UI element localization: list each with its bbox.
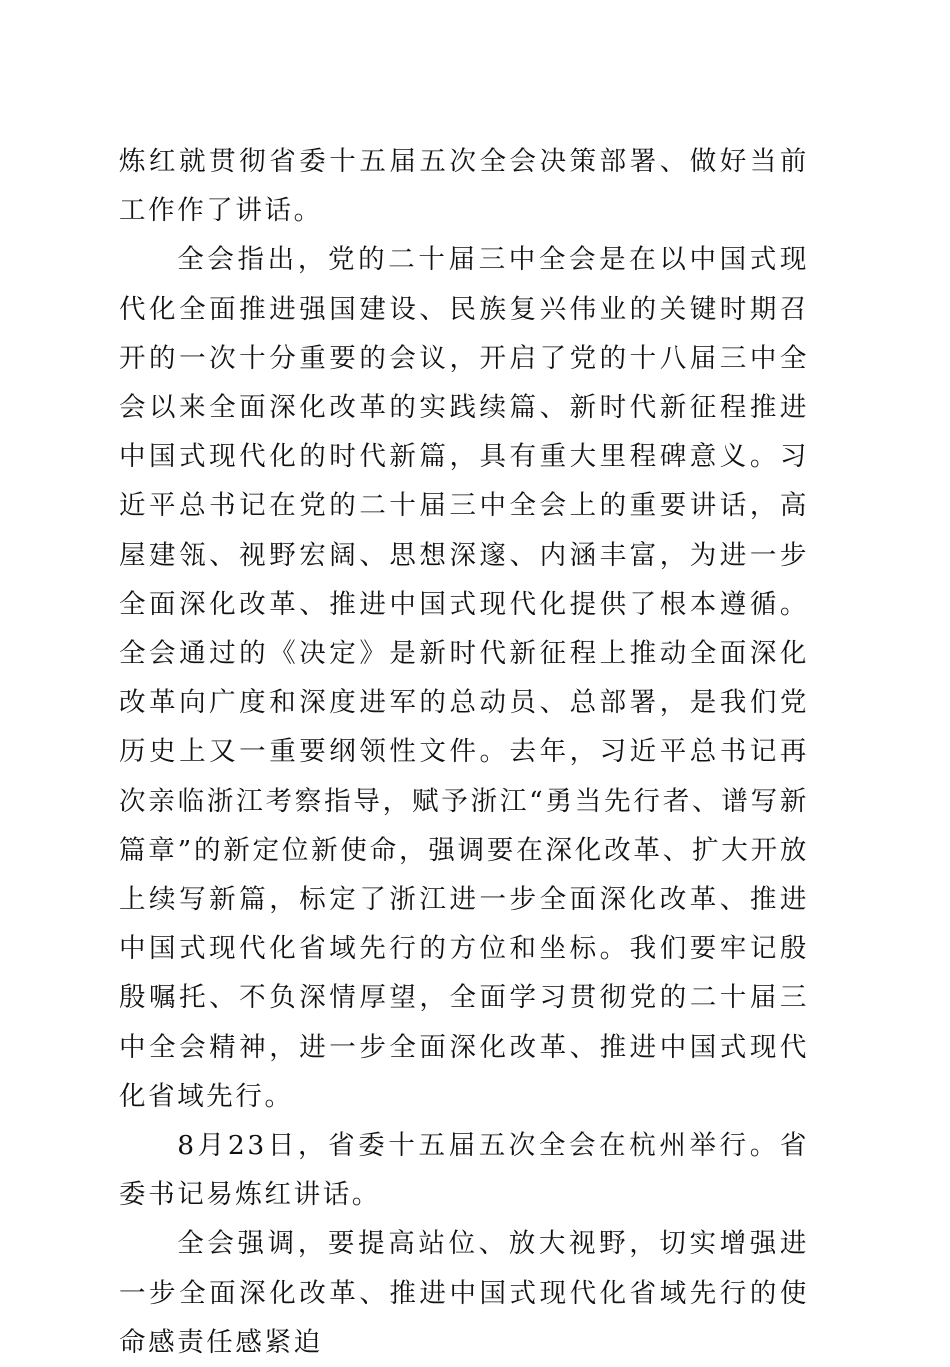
document-body	[119, 137, 809, 1367]
paragraph: 全会指出，党的二十届三中全会是在以中国式现代化全面推进强国建设、民族复兴伟业的关键时期召开的一次十分重要的会议，开启了党的十八届三中全会以来全面深化改革的实践续篇、新时代新征程推进中国式现代化的时代新篇，具有重大里程碑意义。习近平总书记在党的二十届三中全会上的重要讲话，高屋建瓴、视野宏阔、思想深邃、内涵丰富，为进一步全面深化改革、推进中国式现代化提供了根本遵循。全会通过的《决定》是新时代新征程上推动全面深化改革向广度和深度进军的总动员、总部署，是我们党历史上又一重要纲领性文件。去年，习近平总书记再次亲临浙江考察指导，赋予浙江“勇当先行者、谱写新篇章”的新定位新使命，强调要在深化改革、扩大开放上续写新篇，标定了浙江进一步全面深化改革、推进中国式现代化省域先行的方位和坐标。我们要牢记殷殷嘱托、不负深情厚望，全面学习贯彻党的二十届三中全会精神，进一步全面深化改革、推进中国式现代化省域先行。	[119, 244, 809, 1112]
paragraph: 全会强调，要提高站位、放大视野，切实增强进一步全面深化改革、推进中国式现代化省域先行的使命感责任感紧迫	[119, 1228, 809, 1358]
paragraph-continuation: 炼红就贯彻省委十五届五次全会决策部署、做好当前工作作了讲话。	[119, 146, 809, 227]
paragraph: 8月23日，省委十五届五次全会在杭州举行。省委书记易炼红讲话。	[119, 1130, 809, 1211]
